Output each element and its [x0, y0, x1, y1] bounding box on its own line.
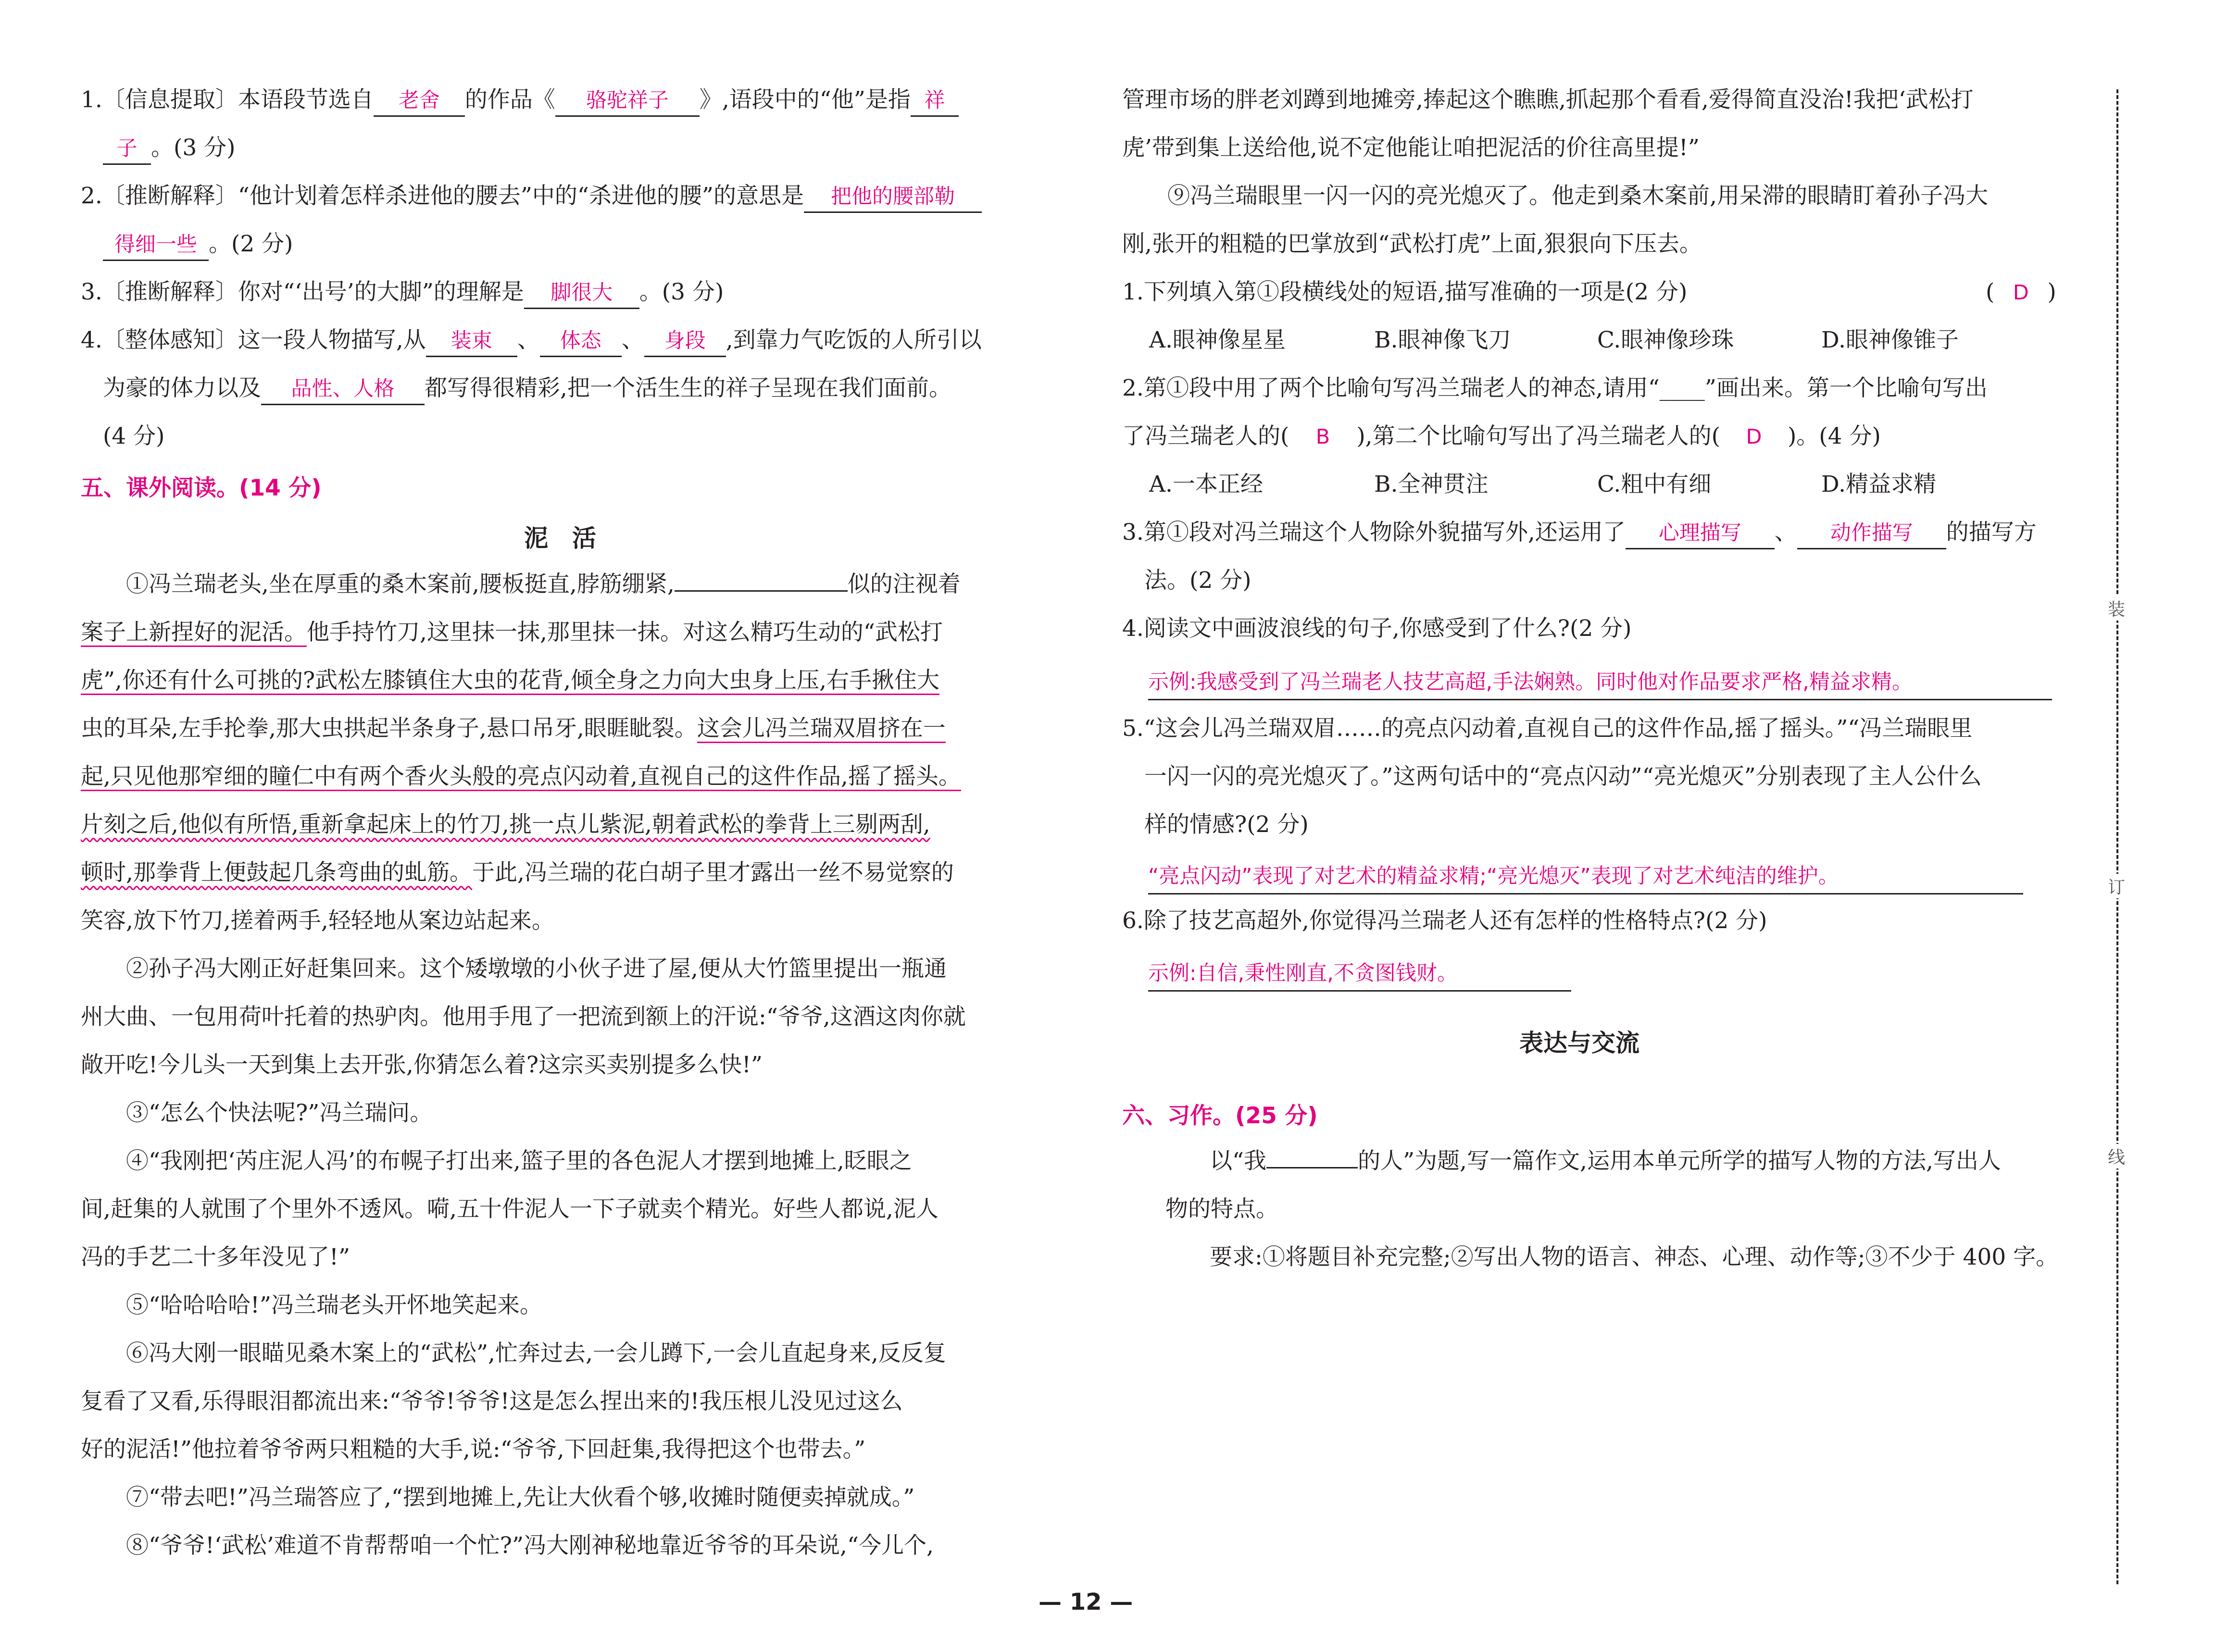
- fill-blank: [675, 561, 848, 592]
- p1-line2: 案子上新捏好的泥活。他手持竹刀,这里抹一抹,那里抹一抹。对这么精巧生动的“武松打: [81, 609, 943, 657]
- choice-answer: B: [1315, 425, 1330, 449]
- option-c: C.眼神像珍珠: [1597, 327, 1734, 353]
- option-b: B.眼神像飞刀: [1374, 327, 1511, 353]
- p1-line5: [81, 753, 961, 801]
- answer-blank: 祥: [911, 86, 959, 117]
- p8-line: ⑧“爷爷!‘武松’难道不肯帮帮咱一个忙?”冯大刚神秘地靠近爷爷的耳朵说,“今儿个,: [126, 1532, 934, 1559]
- answer-blank: 动作描写: [1797, 518, 1946, 549]
- p2-line3: 敞开吃!今儿头一天到集上去开张,你猜怎么着?这宗买卖别提多么快!”: [81, 1052, 763, 1078]
- section-heading: 六、习作。(25 分): [1122, 1103, 1318, 1129]
- option-d: D.精益求精: [1821, 471, 1936, 497]
- answer-blank: 体态: [540, 326, 622, 357]
- rq4-line: 4.阅读文中画波浪线的句子,你感受到了什么?(2 分): [1122, 615, 1632, 642]
- p6-line3: 好的泥活!”他拉着爷爷两只粗糙的大手,说:“爷爷,下回赶集,我得把这个也带去。”: [81, 1436, 866, 1463]
- answer-blank: 装束: [426, 326, 517, 357]
- underlined-sentence: 这会儿冯兰瑞双眉挤在一: [697, 715, 946, 743]
- q2-line1: 2.〔推断解释〕“他计划着怎样杀进他的腰去”中的“杀进他的腰”的意思是 把他的腰部勒: [81, 172, 982, 220]
- p9-line1: ⑨冯兰瑞眼里一闪一闪的亮光熄灭了。他走到桑木案前,用呆滞的眼睛盯着孙子冯大: [1167, 183, 1988, 209]
- binding-dashed-line: [2116, 89, 2118, 1584]
- page-number: — 12 —: [1039, 1589, 1133, 1615]
- rq3-line1: 3.第①段对冯兰瑞这个人物除外貌描写外,还运用了 心理描写 、 动作描写 的描写方: [1122, 509, 2037, 557]
- option-a: A.眼神像星星: [1149, 327, 1286, 353]
- rq6-line: 6.除了技艺高超外,你觉得冯兰瑞老人还有怎样的性格特点?(2 分): [1122, 907, 1767, 934]
- wavy-sentence: 顿时,那拳背上便鼓起几条弯曲的虬筋。: [81, 859, 472, 886]
- passage-continued-line2: 虎’带到集上送给他,说不定他能让咱把泥活的价往高里提!”: [1122, 135, 1700, 161]
- rq1-answer: ( D ): [1986, 268, 2056, 317]
- q4-line1: 4.〔整体感知〕这一段人物描写,从 装束 、 体态 、 身段 ,到靠力气吃饭的人所引以: [81, 316, 982, 364]
- section-title: 表达与交流: [1519, 1029, 1640, 1057]
- binding-label: 线: [2101, 1144, 2132, 1168]
- option-b: B.全神贯注: [1374, 471, 1489, 497]
- q2-line2: 得细一些 。(2 分): [103, 220, 293, 268]
- answer-blank: 把他的腰部勒: [804, 182, 982, 213]
- answer-blank: 脚很大: [524, 278, 639, 309]
- p2-line1: ②孙子冯大刚正好赶集回来。这个矮墩墩的小伙子进了屋,便从大竹篮里提出一瓶通: [126, 956, 947, 982]
- answer-blank: 品性、人格: [261, 374, 425, 405]
- p6-line1: ⑥冯大刚一眼瞄见桑木案上的“武松”,忙奔过去,一会儿蹲下,一会儿直起身来,反反复: [126, 1340, 946, 1366]
- underlined-sentence: 虎”,你还有什么可挑的?武松左膝镇住大虫的花背,倾全身之力向大虫身上压,右手揪住大: [81, 667, 939, 695]
- passage-continued-line1: 管理市场的胖老刘蹲到地摊旁,捧起这个瞧瞧,抓起那个看看,爱得简直没治!我把‘武松打: [1122, 87, 1974, 113]
- q4-line3: (4 分): [103, 423, 165, 449]
- p1-line4: 虫的耳朵,左手抡拳,那大虫拱起半条身子,悬口吊牙,眼睚眦裂。这会儿冯兰瑞双眉挤在一: [81, 705, 946, 753]
- answer-blank: 心理描写: [1626, 518, 1775, 549]
- option-c: C.粗中有细: [1597, 471, 1712, 497]
- sample-answer: 示例:我感受到了冯兰瑞老人技艺高超,手法娴熟。同时他对作品要求严格,精益求精。: [1148, 665, 2052, 700]
- essay-line2: 物的特点。: [1165, 1196, 1278, 1222]
- sample-answer: “亮点闪动”表现了对艺术的精益求精;“亮光熄灭”表现了对艺术纯洁的维护。: [1148, 859, 2023, 894]
- p3-line: ③“怎么个快法呢?”冯兰瑞问。: [126, 1100, 433, 1126]
- answer-blank: 得细一些: [103, 230, 209, 261]
- q1-line1: 1.〔信息提取〕本语段节选自 老舍 的作品《 骆驼祥子 》,语段中的“他”是指 祥: [81, 76, 959, 124]
- answer-blank: 骆驼祥子: [555, 86, 700, 117]
- p7-line: ⑦“带去吧!”冯兰瑞答应了,“摆到地摊上,先让大伙看个够,收摊时随便卖掉就成。”: [126, 1484, 915, 1511]
- answer-blank: 老舍: [374, 86, 465, 117]
- p1-line1: ①冯兰瑞老头,坐在厚重的桑木案前,腰板挺直,脖筋绷紧, 似的注视着: [126, 560, 961, 609]
- passage-title: 泥 活: [524, 524, 596, 552]
- q4-line2: 为豪的体力以及 品性、人格 都写得很精彩,把一个活生生的祥子呈现在我们面前。: [103, 364, 951, 412]
- q3-line: 3.〔推断解释〕你对“‘出号’的大脚”的理解是 脚很大 。(3 分): [81, 268, 724, 316]
- section-heading: 五、课外阅读。(14 分): [81, 475, 322, 501]
- p9-line2: 刚,张开的粗糙的巴掌放到“武松打虎”上面,狠狠向下压去。: [1122, 231, 1702, 257]
- answer-blank: 子: [103, 134, 151, 165]
- p4-line3: 冯的手艺二十多年没见了!”: [81, 1244, 350, 1270]
- option-d: D.眼神像锥子: [1821, 327, 1959, 353]
- rq5-line3: 样的情感?(2 分): [1144, 811, 1309, 838]
- rq5-line2: 一闪一闪的亮光熄灭了。”这两句话中的“亮点闪动”“亮光熄灭”分别表现了主人公什么: [1144, 763, 1982, 790]
- p1-line7: 顿时,那拳背上便鼓起几条弯曲的虬筋。于此,冯兰瑞的花白胡子里才露出一丝不易觉察的: [81, 859, 954, 886]
- title-blank: [1266, 1138, 1358, 1168]
- p1-line8: 笑容,放下竹刀,搓着两手,轻轻地从案边站起来。: [81, 907, 554, 934]
- p1-line3: [81, 657, 939, 705]
- p6-line2: 复看了又看,乐得眼泪都流出来:“爷爷!爷爷!这是怎么捏出来的!我压根儿没见过这么: [81, 1388, 903, 1415]
- wavy-sentence: 片刻之后,他似有所悟,重新拿起床上的竹刀,挑一点儿紫泥,朝着武松的拳背上三剔两刮,: [81, 811, 930, 838]
- essay-line1: 以“我 的人”为题,写一篇作文,运用本单元所学的描写人物的方法,写出人: [1210, 1137, 2001, 1185]
- choice-answer: D: [1746, 425, 1762, 449]
- option-a: A.一本正经: [1149, 471, 1263, 497]
- p5-line: ⑤“哈哈哈哈!”冯兰瑞老头开怀地笑起来。: [126, 1292, 542, 1318]
- rq2-line2: 了冯兰瑞老人的( B ),第二个比喻句写出了冯兰瑞老人的( D )。(4 分): [1122, 412, 1881, 461]
- rq3-line2: 法。(2 分): [1144, 567, 1252, 594]
- rq2-line1: 2.第①段中用了两个比喻句写冯兰瑞老人的神态,请用“____”画出来。第一个比喻句写出: [1122, 375, 1988, 401]
- underlined-sentence: 起,只见他那窄细的瞳仁中有两个香火头般的亮点闪动着,直视自己的这件作品,摇了摇头。: [81, 763, 961, 791]
- sample-answer: 示例:自信,秉性刚直,不贪图钱财。: [1148, 956, 1571, 992]
- p2-line2: 州大曲、一包用荷叶托着的热驴肉。他用手甩了一把流到额上的汗说:“爷爷,这酒这肉你就: [81, 1004, 966, 1030]
- binding-label: 订: [2101, 874, 2132, 898]
- requirements: 要求:①将题目补充完整;②写出人物的语言、神态、心理、动作等;③不少于 400 字。: [1210, 1244, 2059, 1270]
- binding-label: 装: [2101, 596, 2132, 621]
- p4-line1: ④“我刚把‘芮庄泥人冯’的布幌子打出来,篮子里的各色泥人才摆到地摊上,眨眼之: [126, 1148, 912, 1174]
- rq5-line1: 5.“这会儿冯兰瑞双眉……的亮点闪动着,直视自己的这件作品,摇了摇头。”“冯兰瑞眼里: [1122, 715, 1973, 742]
- rq1-line: 1.下列填入第①段横线处的短语,描写准确的一项是(2 分): [1122, 279, 1688, 305]
- p4-line2: 间,赶集的人就围了个里外不透风。嗬,五十件泥人一下子就卖个精光。好些人都说,泥人: [81, 1196, 939, 1222]
- answer-blank: 身段: [644, 326, 726, 357]
- underlined-sentence: 案子上新捏好的泥活。: [81, 619, 307, 647]
- choice-answer: D: [2013, 281, 2029, 305]
- q1-line2: 子 。(3 分): [103, 124, 236, 172]
- p1-line6: [81, 801, 930, 849]
